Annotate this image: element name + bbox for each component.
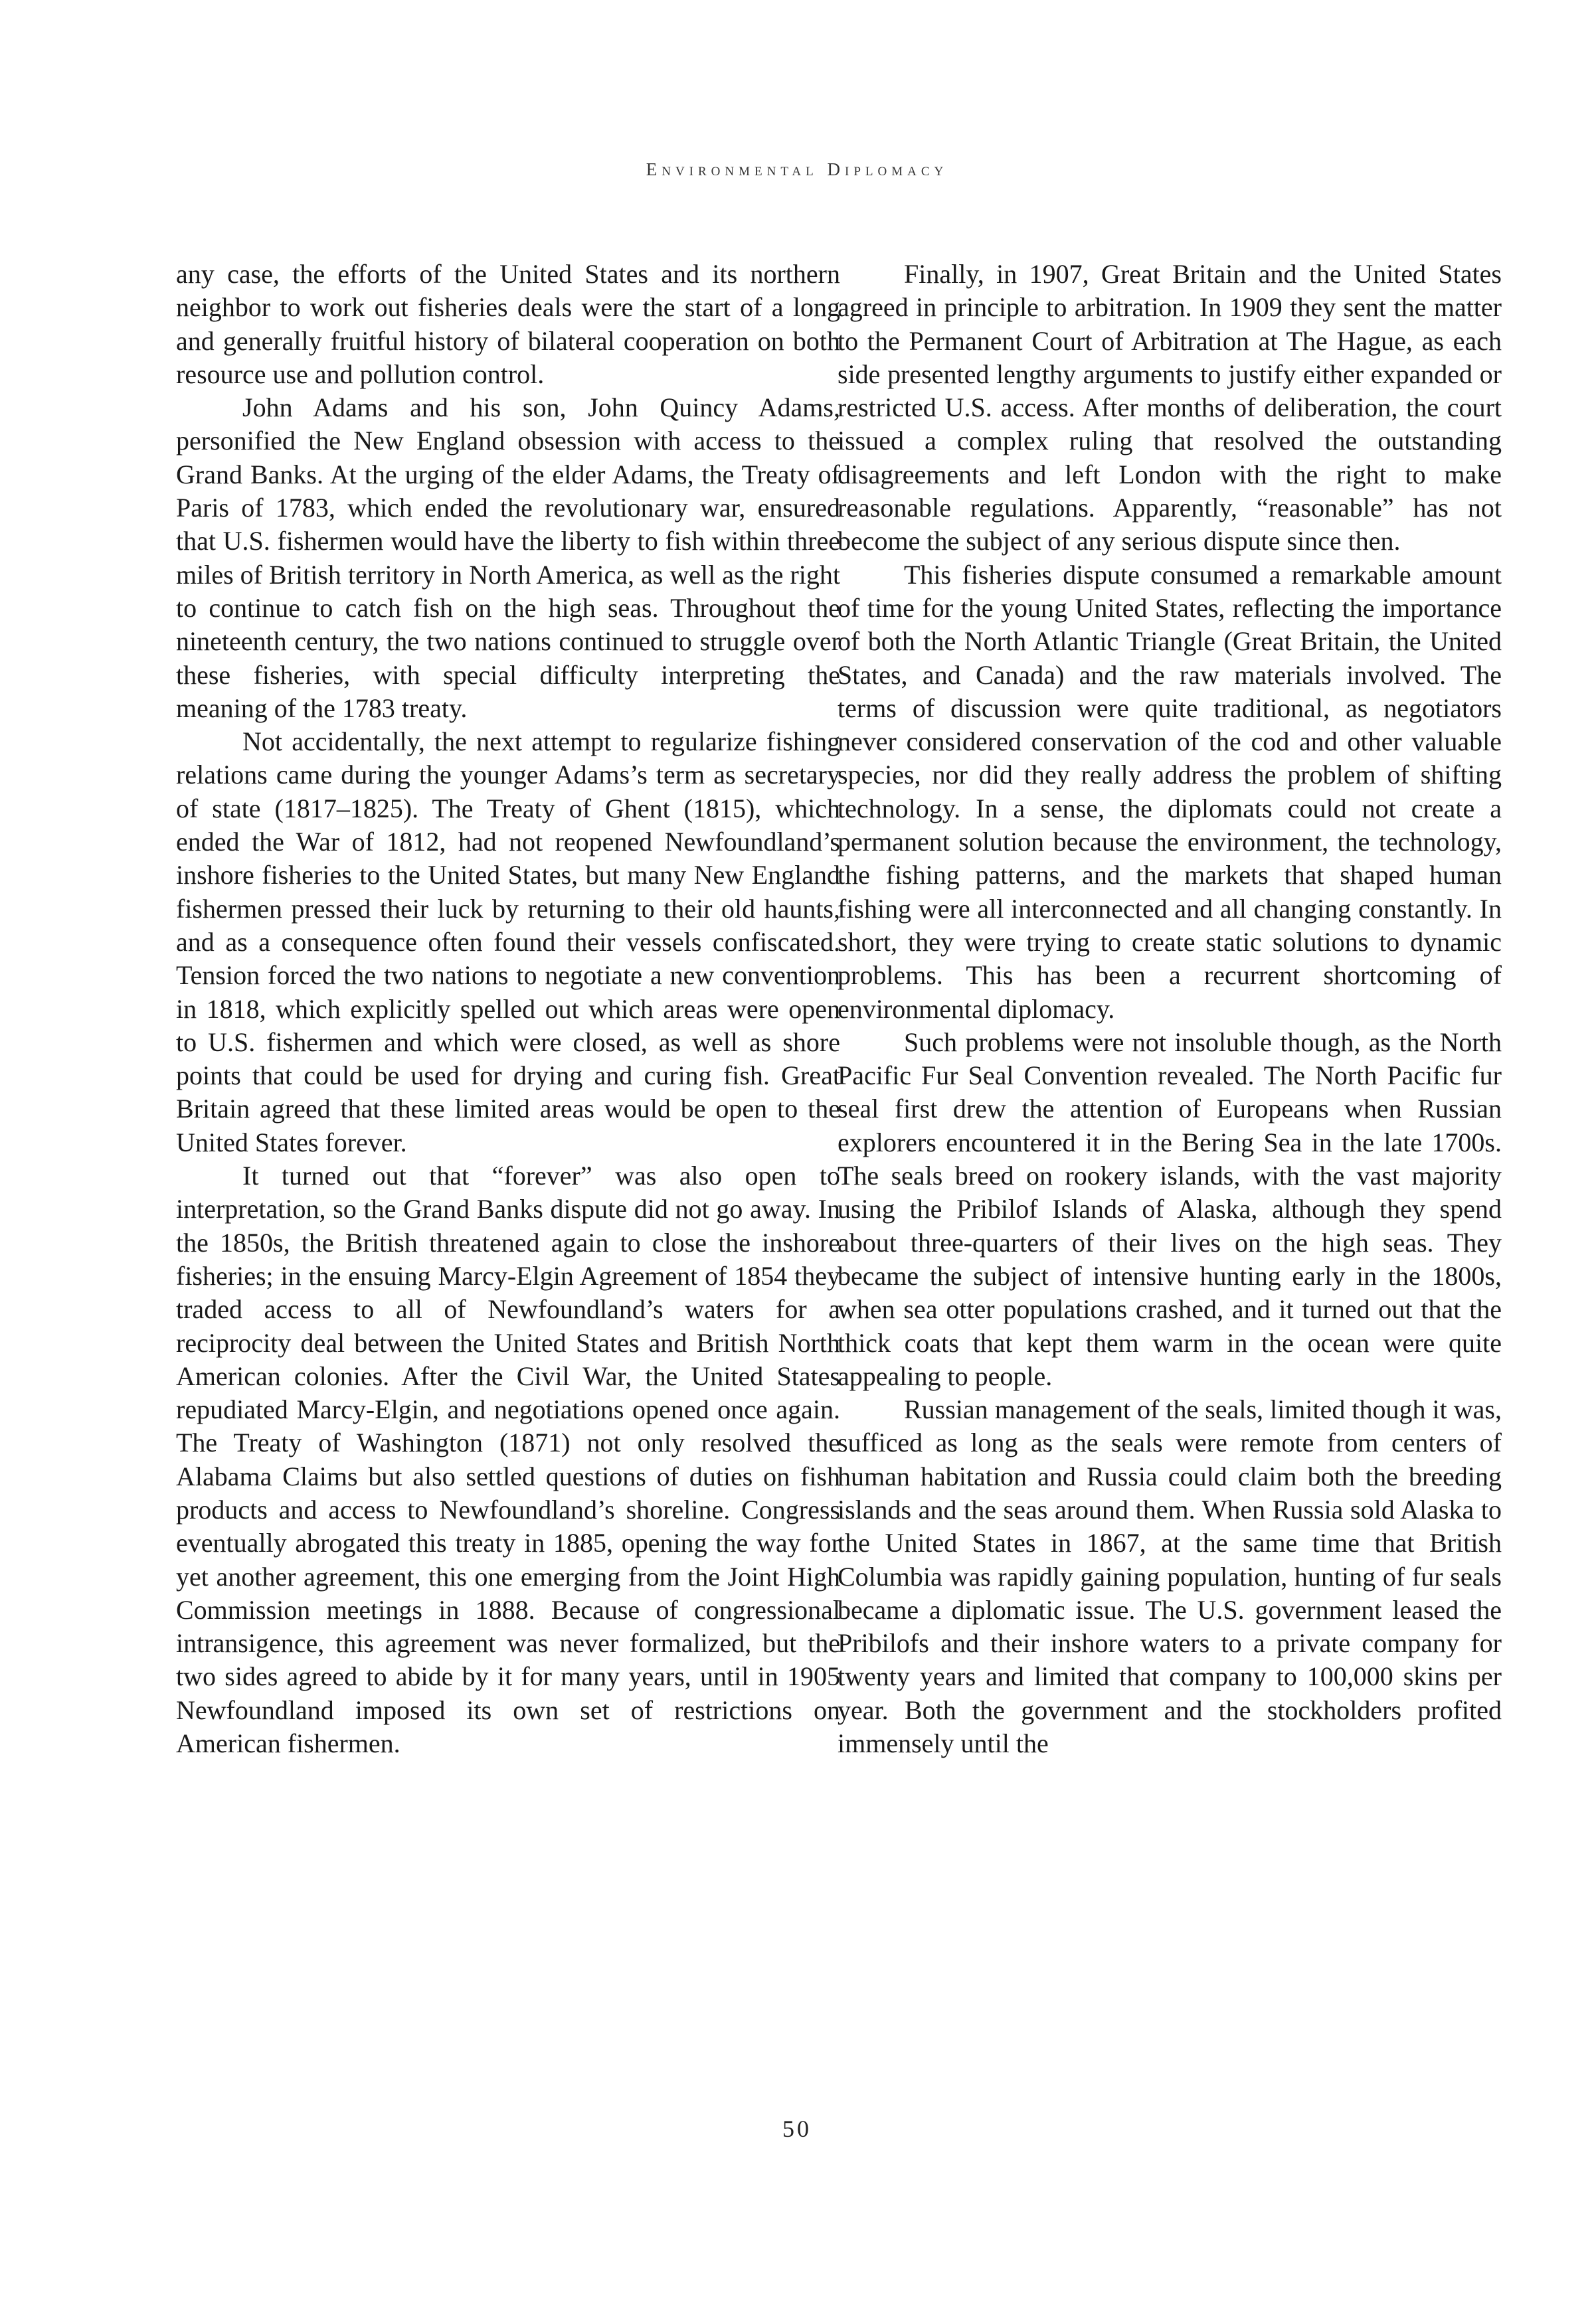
body-paragraph: any case, the efforts of the United States and its northern neighbor to work out fisheries deals were the start of a long and generally fruitful history of bilateral cooperation on both resource use and pollution control.: [176, 259, 840, 389]
body-paragraph: John Adams and his son, John Quincy Adams, personified the New England obsession with access to the Grand Banks. At the urging of the elder Adams, the Treaty of Paris of 1783, which ended the revolutionary war, ensured that U.S. fishermen would have the liberty to fish within three miles of British territory in North America, as well as the right to continue to catch fish on the high seas. Throughout the nineteenth century, the two nations continued to struggle over these fisheries, with special difficulty interpreting the meaning of the 1783 treaty.: [176, 392, 840, 723]
page-number: 50: [782, 2116, 812, 2142]
running-head: Environmental Diplomacy: [646, 159, 948, 179]
body-paragraph: Russian management of the seals, limited though it was, sufficed as long as the seals were remote from centers of human habitation and Russia could claim both the breeding islands and the seas around them. When Russia sold Alaska to the United States in 1867, at the same time that British Columbia was rapidly gaining population, hunting of fur seals became a diplomatic issue. The U.S. government leased the Pribilofs and their inshore waters to a private company for twenty years and limited that company to 100,000 skins per year. Both the government and the stockholders profited immensely until the: [838, 1394, 1502, 1759]
body-paragraph: Not accidentally, the next attempt to regularize fishing relations came during the younger Adams’s term as secretary of state (1817–1825). The Treaty of Ghent (1815), which ended the War of 1812, had not reopened Newfoundland’s inshore fisheries to the United States, but many New England fishermen pressed their luck by returning to their old haunts, and as a consequence often found their vessels confiscated. Tension forced the two nations to negotiate a new convention in 1818, which explicitly spelled out which areas were open to U.S. fishermen and which were closed, as well as shore points that could be used for drying and curing fish. Great Britain agreed that these limited areas would be open to the United States forever.: [176, 726, 840, 1157]
body-paragraph: This fisheries dispute consumed a remarkable amount of time for the young United States, reflecting the importance of both the North Atlantic Triangle (Great Britain, the United States, and Canada) and the raw materials involved. The terms of discussion were quite traditional, as negotiators never considered conservation of the cod and other valuable species, nor did they really address the problem of shifting technology. In a sense, the diplomats could not create a permanent solution because the environment, the technology, the fishing patterns, and the markets that shaped human fishing were all interconnected and all changing constantly. In short, they were trying to create static solutions to dynamic problems. This has been a recurrent shortcoming of environmental diplomacy.: [838, 559, 1502, 1024]
right-column: [838, 258, 1502, 1760]
left-column: [176, 258, 840, 1760]
body-paragraph: Such problems were not insoluble though, as the North Pacific Fur Seal Convention revealed. The North Pacific fur seal first drew the attention of Europeans when Russian explorers encountered it in the Bering Sea in the late 1700s. The seals breed on rookery islands, with the vast majority using the Pribilof Islands of Alaska, although they spend about three-quarters of their lives on the high seas. They became the subject of intensive hunting early in the 1800s, when sea otter populations crashed, and it turned out that the thick coats that kept them warm in the ocean were quite appealing to people.: [838, 1027, 1502, 1391]
body-paragraph: It turned out that “forever” was also open to interpretation, so the Grand Banks dispute did not go away. In the 1850s, the British threatened again to close the inshore fisheries; in the ensuing Marcy-Elgin Agreement of 1854 they traded access to all of Newfoundland’s waters for a reciprocity deal between the United States and British North American colonies. After the Civil War, the United States repudiated Marcy-Elgin, and negotiations opened once again. The Treaty of Washington (1871) not only resolved the Alabama Claims but also settled questions of duties on fish products and access to Newfoundland’s shoreline. Congress eventually abrogated this treaty in 1885, opening the way for yet another agreement, this one emerging from the Joint High Commission meetings in 1888. Because of congressional intransigence, this agreement was never formalized, but the two sides agreed to abide by it for many years, until in 1905 Newfoundland imposed its own set of restrictions on American fishermen.: [176, 1161, 840, 1759]
body-paragraph: Finally, in 1907, Great Britain and the United States agreed in principle to arbitration. In 1909 they sent the matter to the Permanent Court of Arbitration at The Hague, as each side presented lengthy arguments to justify either expanded or restricted U.S. access. After months of deliberation, the court issued a complex ruling that resolved the outstanding disagreements and left London with the right to make reasonable regulations. Apparently, “reasonable” has not become the subject of any serious dispute since then.: [838, 259, 1502, 556]
